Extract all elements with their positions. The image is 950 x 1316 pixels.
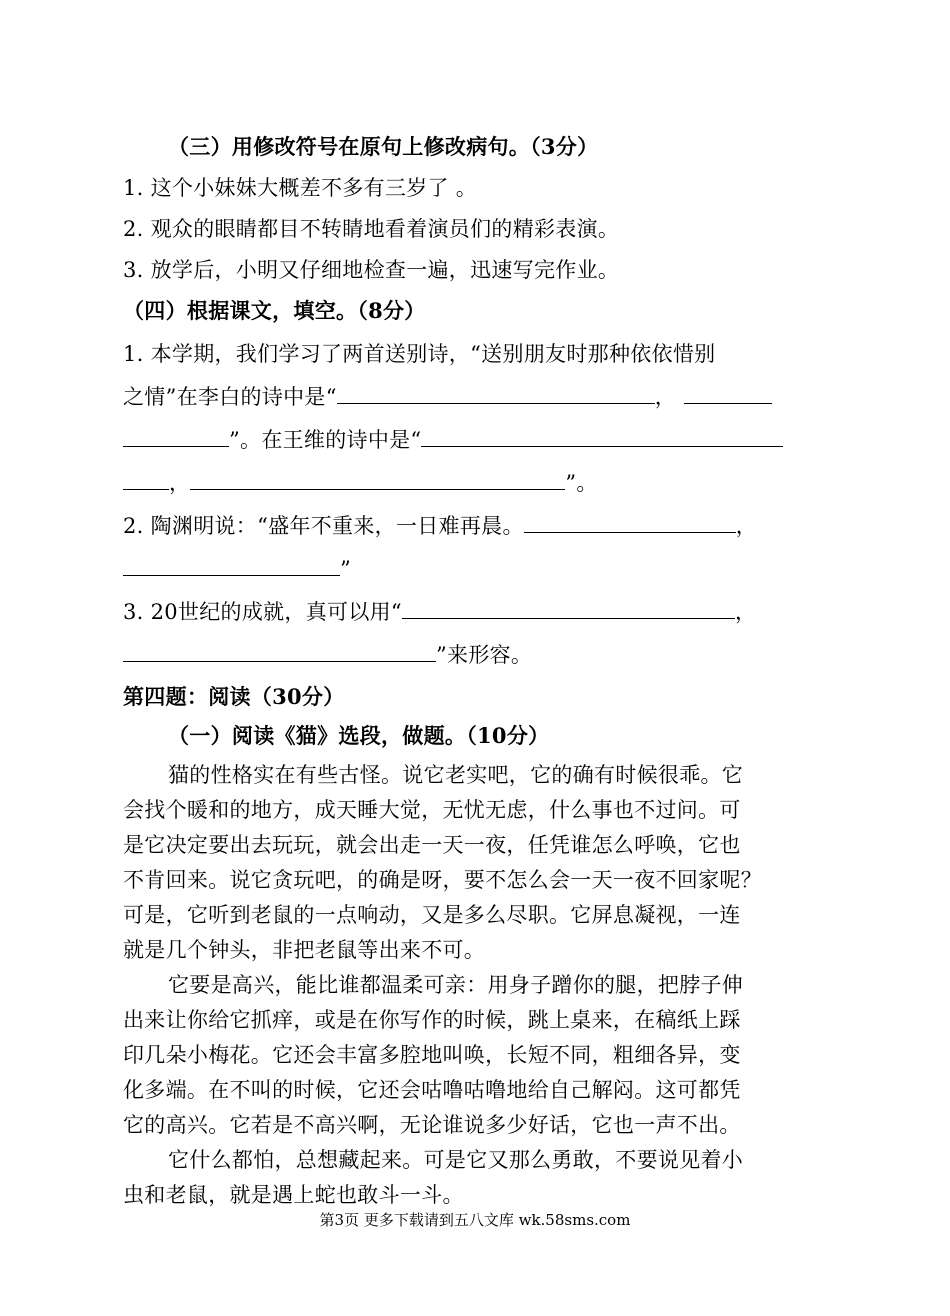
fill-blank[interactable] — [123, 470, 169, 490]
part4-sub-heading: （一）阅读《猫》选段，做题。（10分） — [168, 723, 550, 748]
q3-line2-end: ”来形容。 — [436, 643, 533, 667]
fill-blank[interactable] — [421, 427, 783, 447]
q2-line2 — [123, 556, 351, 582]
fill-blank[interactable] — [337, 384, 655, 404]
q1-line4 — [123, 470, 598, 496]
comma: ， — [654, 385, 677, 409]
q1-line1: 1. 本学期，我们学习了两首送别诗，“送别朋友时那种依依惜别 — [123, 342, 716, 366]
close-quote: ” — [340, 557, 352, 581]
passage-line: 可是，它听到老鼠的一点响动，又是多么尽职。它屏息凝视，一连 — [123, 903, 741, 927]
passage-line: 是它决定要出去玩玩，就会出走一天一夜，任凭谁怎么呼唤，它也 — [123, 833, 741, 857]
passage-line: 不肯回来。说它贪玩吧，的确是呀，要不怎么会一天一夜不回家呢？ — [123, 868, 762, 892]
section3-item-3: 3. 放学后，小明又仔细地检查一遍，迅速写完作业。 — [123, 258, 620, 282]
q1-line3 — [123, 427, 783, 453]
passage-line: 它的高兴。它若是不高兴啊，无论谁说多少好话，它也一声不出。 — [123, 1113, 741, 1137]
passage-line: 就是几个钟头，非把老鼠等出来不可。 — [123, 938, 486, 962]
q1-line4-end: ”。 — [565, 471, 598, 495]
passage-line: 印几朵小梅花。它还会丰富多腔地叫唤，长短不同，粗细各异，变 — [123, 1043, 741, 1067]
fill-blank[interactable] — [123, 642, 436, 662]
fill-blank[interactable] — [190, 470, 565, 490]
comma: ， — [734, 600, 757, 624]
passage-line: 它什么都怕，总想藏起来。可是它又那么勇敢，不要说见着小 — [168, 1148, 744, 1172]
fill-blank[interactable] — [402, 599, 735, 619]
fill-blank[interactable] — [123, 427, 229, 447]
passage-line: 会找个暖和的地方，成天睡大觉，无忧无虑，什么事也不过问。可 — [123, 798, 741, 822]
page-footer: 第3页 更多下载请到五八文库 wk.58sms.com — [319, 1211, 631, 1229]
passage-line: 化多端。在不叫的时候，它还会咕噜咕噜地给自己解闷。这可都凭 — [123, 1078, 741, 1102]
q3-line1 — [123, 599, 756, 625]
section3-heading: （三）用修改符号在原句上修改病句。（3分） — [168, 134, 599, 159]
fill-blank[interactable] — [524, 513, 736, 533]
q1-line2-text: 之情”在李白的诗中是“ — [123, 385, 337, 409]
section3-item-1: 1. 这个小妹妹大概差不多有三岁了 。 — [123, 176, 478, 200]
q3-line1-text: 3. 20世纪的成就，真可以用“ — [123, 600, 402, 624]
fill-blank[interactable] — [123, 556, 340, 576]
q3-line2 — [123, 642, 532, 668]
passage-line: 出来让你给它抓痒，或是在你写作的时候，跳上桌来，在稿纸上踩 — [123, 1008, 741, 1032]
q2-line1-text: 2. 陶渊明说：“盛年不重来，一日难再晨。 — [123, 514, 524, 538]
passage-line: 猫的性格实在有些古怪。说它老实吧，它的确有时候很乖。它 — [168, 763, 744, 787]
q2-line1 — [123, 513, 757, 539]
passage-line: 它要是高兴，能比谁都温柔可亲：用身子蹭你的腿，把脖子伸 — [168, 973, 744, 997]
q1-line3-text: ”。在王维的诗中是“ — [229, 428, 422, 452]
part4-title: 第四题：阅读（30分） — [123, 684, 345, 709]
fill-blank[interactable] — [684, 384, 772, 404]
section4-heading: （四）根据课文，填空。（8分） — [123, 298, 426, 323]
comma: ， — [169, 471, 191, 495]
comma: ， — [735, 514, 758, 538]
section3-item-2: 2. 观众的眼睛都目不转睛地看着演员们的精彩表演。 — [123, 217, 620, 241]
passage-line: 虫和老鼠，就是遇上蛇也敢斗一斗。 — [123, 1183, 464, 1207]
q1-line2 — [123, 384, 772, 410]
